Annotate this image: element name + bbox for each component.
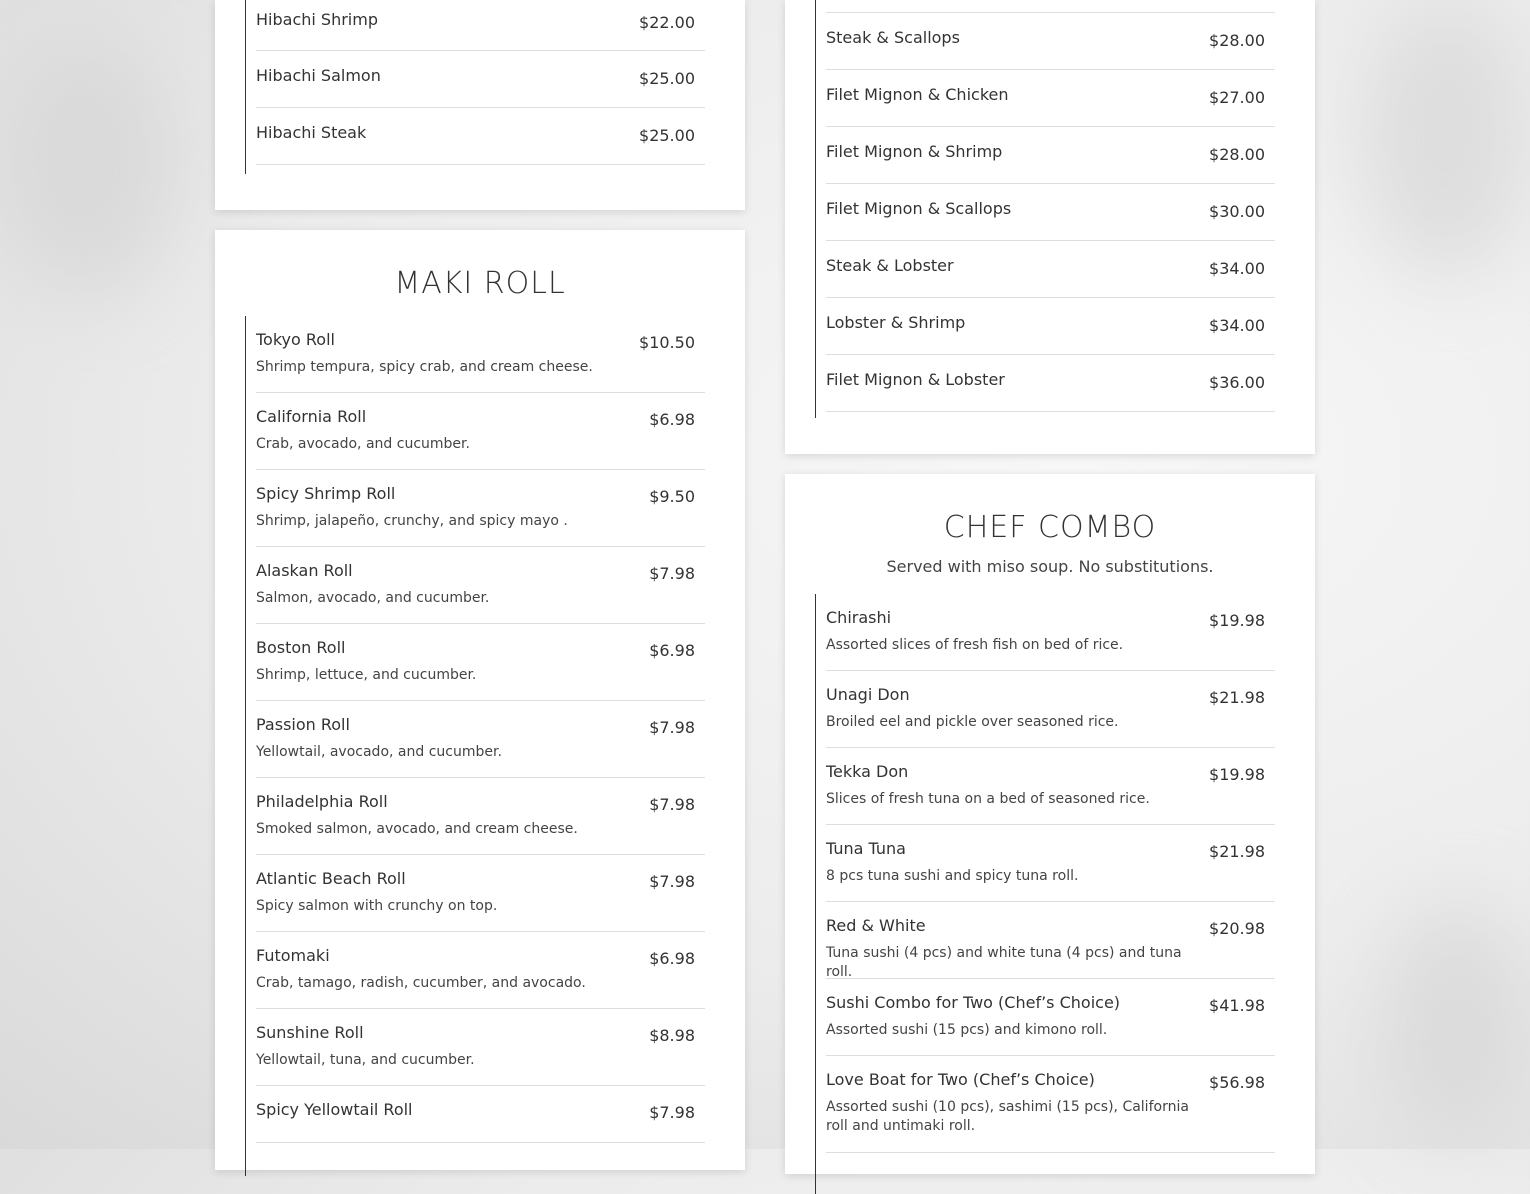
menu-item [256, 855, 705, 932]
menu-item-price: $34.00 [1209, 259, 1265, 278]
menu-item-price: $21.98 [1209, 688, 1265, 707]
menu-item-name: Passion Roll [256, 715, 350, 734]
menu-item-name: Tuna Tuna [826, 839, 906, 858]
menu-item-name: Philadelphia Roll [256, 792, 388, 811]
menu-item-name: California Roll [256, 407, 367, 426]
menu-item-description: Yellowtail, tuna, and cucumber. [256, 1052, 475, 1068]
menu-item-description: Smoked salmon, avocado, and cream cheese. [256, 821, 578, 837]
menu-item-price: $6.98 [649, 410, 695, 429]
menu-item [826, 902, 1275, 979]
menu-item [256, 624, 705, 701]
menu-item-name: Chirashi [826, 608, 892, 627]
menu-item-name: Steak & Lobster [826, 256, 954, 275]
menu-item-name: Alaskan Roll [256, 561, 353, 580]
menu-item [826, 748, 1275, 825]
menu-item [826, 241, 1275, 298]
menu-item-name: Filet Mignon & Shrimp [826, 142, 1003, 161]
menu-item [826, 298, 1275, 355]
menu-item-name: Tekka Don [826, 762, 909, 781]
menu-item [256, 470, 705, 547]
menu-item-name: Futomaki [256, 946, 330, 965]
menu-item-description: Assorted sushi (15 pcs) and kimono roll. [826, 1022, 1108, 1038]
menu-item [256, 51, 705, 108]
menu-item-name: Sushi Combo for Two (Chef’s Choice) [826, 993, 1121, 1012]
menu-item-price: $6.98 [649, 641, 695, 660]
combo-list [815, 0, 1275, 418]
menu-item [826, 70, 1275, 127]
menu-item [826, 825, 1275, 902]
menu-item-description: Assorted slices of fresh fish on bed of rice. [826, 637, 1124, 653]
menu-item-price: $34.00 [1209, 316, 1265, 335]
menu-item-price: $10.50 [639, 333, 695, 352]
menu-item-price: $7.98 [649, 718, 695, 737]
menu-item [256, 108, 705, 165]
menu-item [256, 0, 705, 51]
menu-item-description: Yellowtail, avocado, and cucumber. [256, 744, 502, 760]
menu-item-price: $7.98 [649, 795, 695, 814]
menu-item-price: $8.98 [649, 1026, 695, 1045]
menu-item [256, 701, 705, 778]
menu-item [826, 355, 1275, 412]
menu-item-price: $25.00 [639, 69, 695, 88]
menu-item-price: $19.98 [1209, 611, 1265, 630]
menu-item-description: Shrimp tempura, spicy crab, and cream cheese. [256, 359, 593, 375]
menu-item-description: Salmon, avocado, and cucumber. [256, 590, 490, 606]
menu-item-description: Shrimp, jalapeño, crunchy, and spicy mayo . [256, 513, 568, 529]
menu-item [826, 979, 1275, 1056]
menu-item-description: 8 pcs tuna sushi and spicy tuna roll. [826, 868, 1079, 884]
menu-item [256, 316, 705, 393]
menu-item [256, 547, 705, 624]
maki-roll-card [215, 230, 745, 1170]
chef-list [815, 594, 1275, 1194]
menu-item-price: $56.98 [1209, 1073, 1265, 1092]
menu-item-name: Red & White [826, 916, 926, 935]
menu-item-price: $19.98 [1209, 765, 1265, 784]
menu-item-price: $28.00 [1209, 145, 1265, 164]
menu-item-name: Tokyo Roll [256, 330, 335, 349]
menu-item-price: $36.00 [1209, 373, 1265, 392]
menu-item-name: Spicy Yellowtail Roll [256, 1100, 413, 1119]
menu-item [826, 671, 1275, 748]
section-title: MAKI ROLL [394, 266, 566, 301]
menu-item-name: Filet Mignon & Lobster [826, 370, 1005, 389]
menu-item-price: $9.50 [649, 487, 695, 506]
combo-card [785, 0, 1315, 454]
menu-item-description: Slices of fresh tuna on a bed of seasoned rice. [826, 791, 1150, 807]
menu-item-description: Crab, avocado, and cucumber. [256, 436, 470, 452]
menu-item-name: Hibachi Salmon [256, 66, 381, 85]
menu-item-price: $21.98 [1209, 842, 1265, 861]
menu-item-name: Hibachi Shrimp [256, 10, 378, 29]
menu-item-description: Spicy salmon with crunchy on top. [256, 898, 498, 914]
menu-item-price: $41.98 [1209, 996, 1265, 1015]
menu-item-name: Atlantic Beach Roll [256, 869, 406, 888]
hibachi-list [245, 0, 705, 174]
section-title: CHEF COMBO [943, 510, 1157, 545]
menu-item-price: $25.00 [639, 126, 695, 145]
menu-item-name: Spicy Shrimp Roll [256, 484, 396, 503]
menu-item-name: Boston Roll [256, 638, 346, 657]
menu-item-price: $22.00 [639, 13, 695, 32]
menu-item-divider [826, 0, 1275, 13]
menu-item-price: $6.98 [649, 949, 695, 968]
menu-item-price: $20.98 [1209, 919, 1265, 938]
menu-item-name: Unagi Don [826, 685, 910, 704]
menu-item-price: $28.00 [1209, 31, 1265, 50]
menu-item-name: Filet Mignon & Scallops [826, 199, 1012, 218]
menu-item-price: $7.98 [649, 564, 695, 583]
menu-item-name: Steak & Scallops [826, 28, 960, 47]
menu-item-price: $7.98 [649, 872, 695, 891]
menu-item-name: Love Boat for Two (Chef’s Choice) [826, 1070, 1095, 1089]
menu-item-description: Crab, tamago, radish, cucumber, and avocado. [256, 975, 586, 991]
menu-item-name: Filet Mignon & Chicken [826, 85, 1009, 104]
menu-item-name: Sunshine Roll [256, 1023, 364, 1042]
menu-item-price: $7.98 [649, 1103, 695, 1122]
menu-item [826, 594, 1275, 671]
menu-item-description: Tuna sushi (4 pcs) and white tuna (4 pcs) and tuna roll. [826, 945, 1182, 980]
menu-item-description: Shrimp, lettuce, and cucumber. [256, 667, 477, 683]
menu-item-description: Broiled eel and pickle over seasoned rice. [826, 714, 1119, 730]
maki-list [245, 316, 705, 1176]
menu-item-description: Assorted sushi (10 pcs), sashimi (15 pcs), California roll and untimaki roll. [826, 1099, 1189, 1134]
menu-item [826, 1056, 1275, 1153]
menu-item [826, 127, 1275, 184]
menu-item [256, 393, 705, 470]
hibachi-card [215, 0, 745, 210]
menu-item [256, 932, 705, 1009]
menu-item-name: Hibachi Steak [256, 123, 367, 142]
menu-item [256, 1009, 705, 1086]
section-subtitle: Served with miso soup. No substitutions. [886, 557, 1214, 576]
menu-item [256, 778, 705, 855]
menu-item [826, 13, 1275, 70]
menu-item-name: Lobster & Shrimp [826, 313, 966, 332]
menu-item [826, 184, 1275, 241]
menu-item [256, 1086, 705, 1143]
chef-combo-card [785, 474, 1315, 1174]
menu-item-price: $27.00 [1209, 88, 1265, 107]
menu-item-price: $30.00 [1209, 202, 1265, 221]
